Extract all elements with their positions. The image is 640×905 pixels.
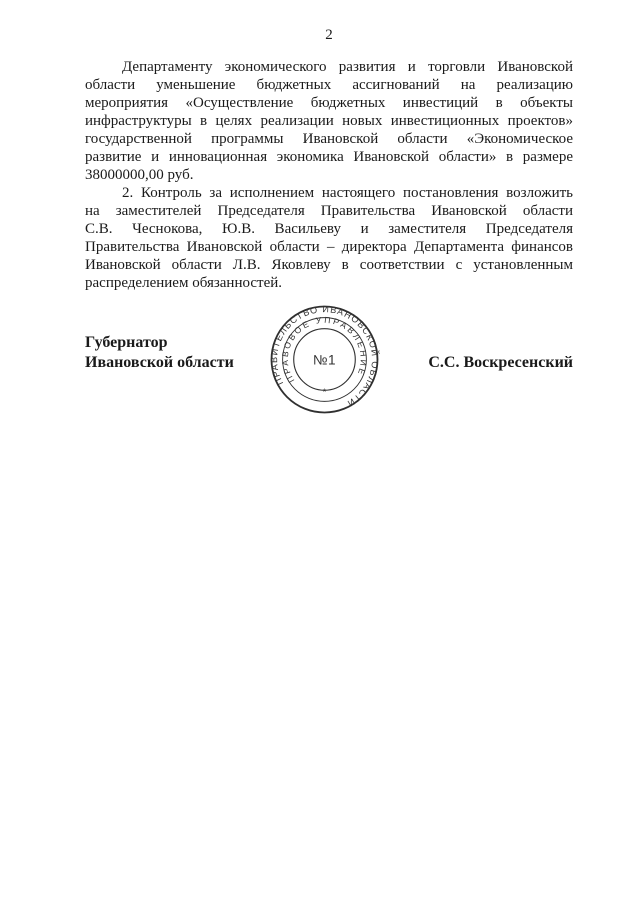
text-line: С.В. Чеснокова, Ю.В. Васильеву и заместителя Председателя	[85, 221, 573, 237]
text-line: Департаменту экономического развития и торговли Ивановской	[122, 59, 573, 75]
signature-title-line: Ивановской области	[85, 354, 234, 371]
text-line: на заместителей Председателя Правительства Ивановской области	[85, 203, 573, 219]
paragraph	[85, 184, 573, 292]
text-line: Ивановской области Л.В. Яковлеву в соответствии с установленным	[85, 257, 573, 273]
text-line: области уменьшение бюджетных ассигнований на реализацию	[85, 77, 573, 93]
text-line: распределением обязанностей.	[85, 275, 283, 291]
text-line: 38000000,00 руб.	[85, 167, 194, 183]
paragraph	[85, 58, 573, 184]
text-line: 2. Контроль за исполнением настоящего постановления возложить	[122, 185, 573, 201]
stamp-center-number: №1	[312, 352, 337, 368]
text-line: развитие и инновационная экономика Ивановской области» в размере	[85, 149, 573, 165]
page-number: 2	[325, 27, 333, 43]
stamp-inner-ring-text: ПРАВОВОЕ УПРАВЛЕНИЕ	[279, 314, 369, 385]
signature-title-line: Губернатор	[85, 334, 168, 351]
signature-title	[85, 333, 234, 373]
stamp-outer-ring-text: ПРАВИТЕЛЬСТВО ИВАНОВСКОЙ ОБЛАСТИ	[269, 304, 380, 409]
text-line: мероприятия «Осуществление бюджетных инвестиций в объекты	[85, 95, 573, 111]
stamp-bottom-mark: *	[322, 386, 327, 397]
text-line: государственной программы Ивановской области «Экономическое	[85, 131, 573, 147]
signature-name: С.С. Воскресенский	[428, 354, 573, 371]
official-stamp-seal	[269, 304, 380, 415]
text-line: инфраструктуры в целях реализации новых инвестиционных проектов»	[85, 113, 573, 129]
text-line: Правительства Ивановской области – директора Департамента финансов	[85, 239, 573, 255]
document-body	[85, 58, 573, 292]
